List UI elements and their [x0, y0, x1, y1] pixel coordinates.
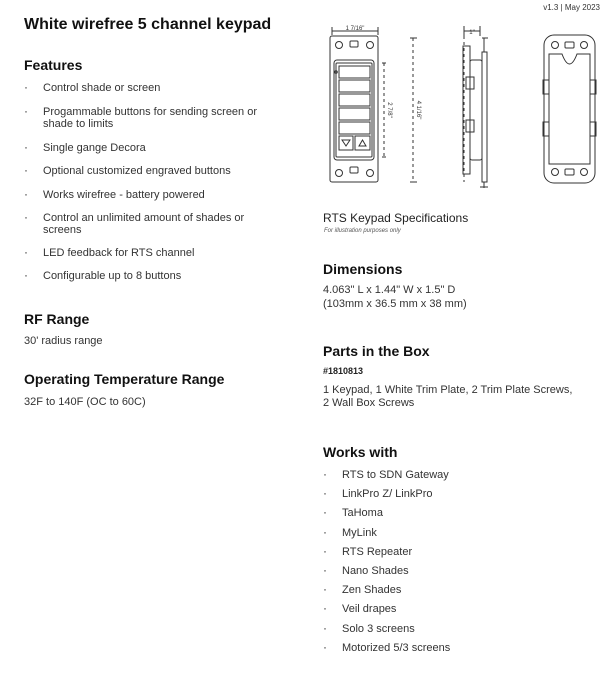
keypad-drawing — [322, 22, 604, 188]
parts-line2: 2 Wall Box Screws — [323, 397, 415, 409]
version-date: v1.3 | May 2023 — [543, 3, 600, 12]
works-with-item: · RTS to SDN Gateway — [323, 469, 593, 488]
dimensions-heading: Dimensions — [323, 261, 403, 277]
feature-item: · Configurable up to 8 buttons — [24, 270, 274, 282]
keypad-front-view — [330, 27, 417, 182]
dimensions-line2: (103mm x 36.5 mm x 38 mm) — [323, 298, 467, 310]
works-with-item: · Veil drapes — [323, 603, 593, 622]
works-with-list — [323, 469, 593, 661]
works-with-item: · Motorized 5/3 screens — [323, 642, 593, 661]
works-with-item: · Zen Shades — [323, 584, 593, 603]
works-with-item: · RTS Repeater — [323, 546, 593, 565]
keypad-back-view — [543, 35, 596, 183]
temperature-text: 32F to 140F (OC to 60C) — [24, 396, 146, 408]
parts-line1: 1 Keypad, 1 White Trim Plate, 2 Trim Plate Screws, — [323, 384, 573, 396]
feature-item: · Progammable buttons for sending screen or shade to limits — [24, 106, 267, 142]
rf-range-heading: RF Range — [24, 311, 90, 327]
features-heading: Features — [24, 57, 83, 73]
works-with-item: · TaHoma — [323, 507, 593, 526]
feature-item: · LED feedback for RTS channel — [24, 247, 274, 270]
diagram-caption: RTS Keypad Specifications — [323, 211, 469, 225]
works-with-item: · Solo 3 screens — [323, 623, 593, 642]
page-title: White wirefree 5 channel keypad — [24, 16, 272, 33]
feature-item: · Control shade or screen — [24, 82, 274, 106]
temperature-heading: Operating Temperature Range — [24, 371, 225, 387]
rf-range-text: 30' radius range — [24, 335, 103, 347]
feature-item: · Works wirefree - battery powered — [24, 189, 274, 212]
part-number: #1810813 — [323, 366, 364, 376]
button-height-label: 2 7/8" — [386, 102, 392, 118]
works-with-item: · MyLink — [323, 527, 593, 546]
feature-item: · Control an unlimited amount of shades or screens — [24, 212, 257, 247]
depth-dimension-label: 1" — [469, 30, 475, 36]
works-with-heading: Works with — [323, 444, 398, 460]
works-with-item: · LinkPro Z/ LinkPro — [323, 488, 593, 507]
width-dimension-label: 1 7/16" — [345, 26, 365, 32]
diagram-note: For illustration purposes only — [324, 228, 401, 234]
parts-heading: Parts in the Box — [323, 343, 430, 359]
works-with-item: · Nano Shades — [323, 565, 593, 584]
feature-item: · Single gange Decora — [24, 142, 274, 165]
dimensions-line1: 4.063" L x 1.44" W x 1.5" D — [323, 284, 456, 296]
feature-item: · Optional customized engraved buttons — [24, 165, 274, 189]
keypad-side-view — [463, 26, 488, 188]
overall-height-label: 4 1/16" — [415, 100, 421, 120]
features-list — [24, 82, 274, 282]
